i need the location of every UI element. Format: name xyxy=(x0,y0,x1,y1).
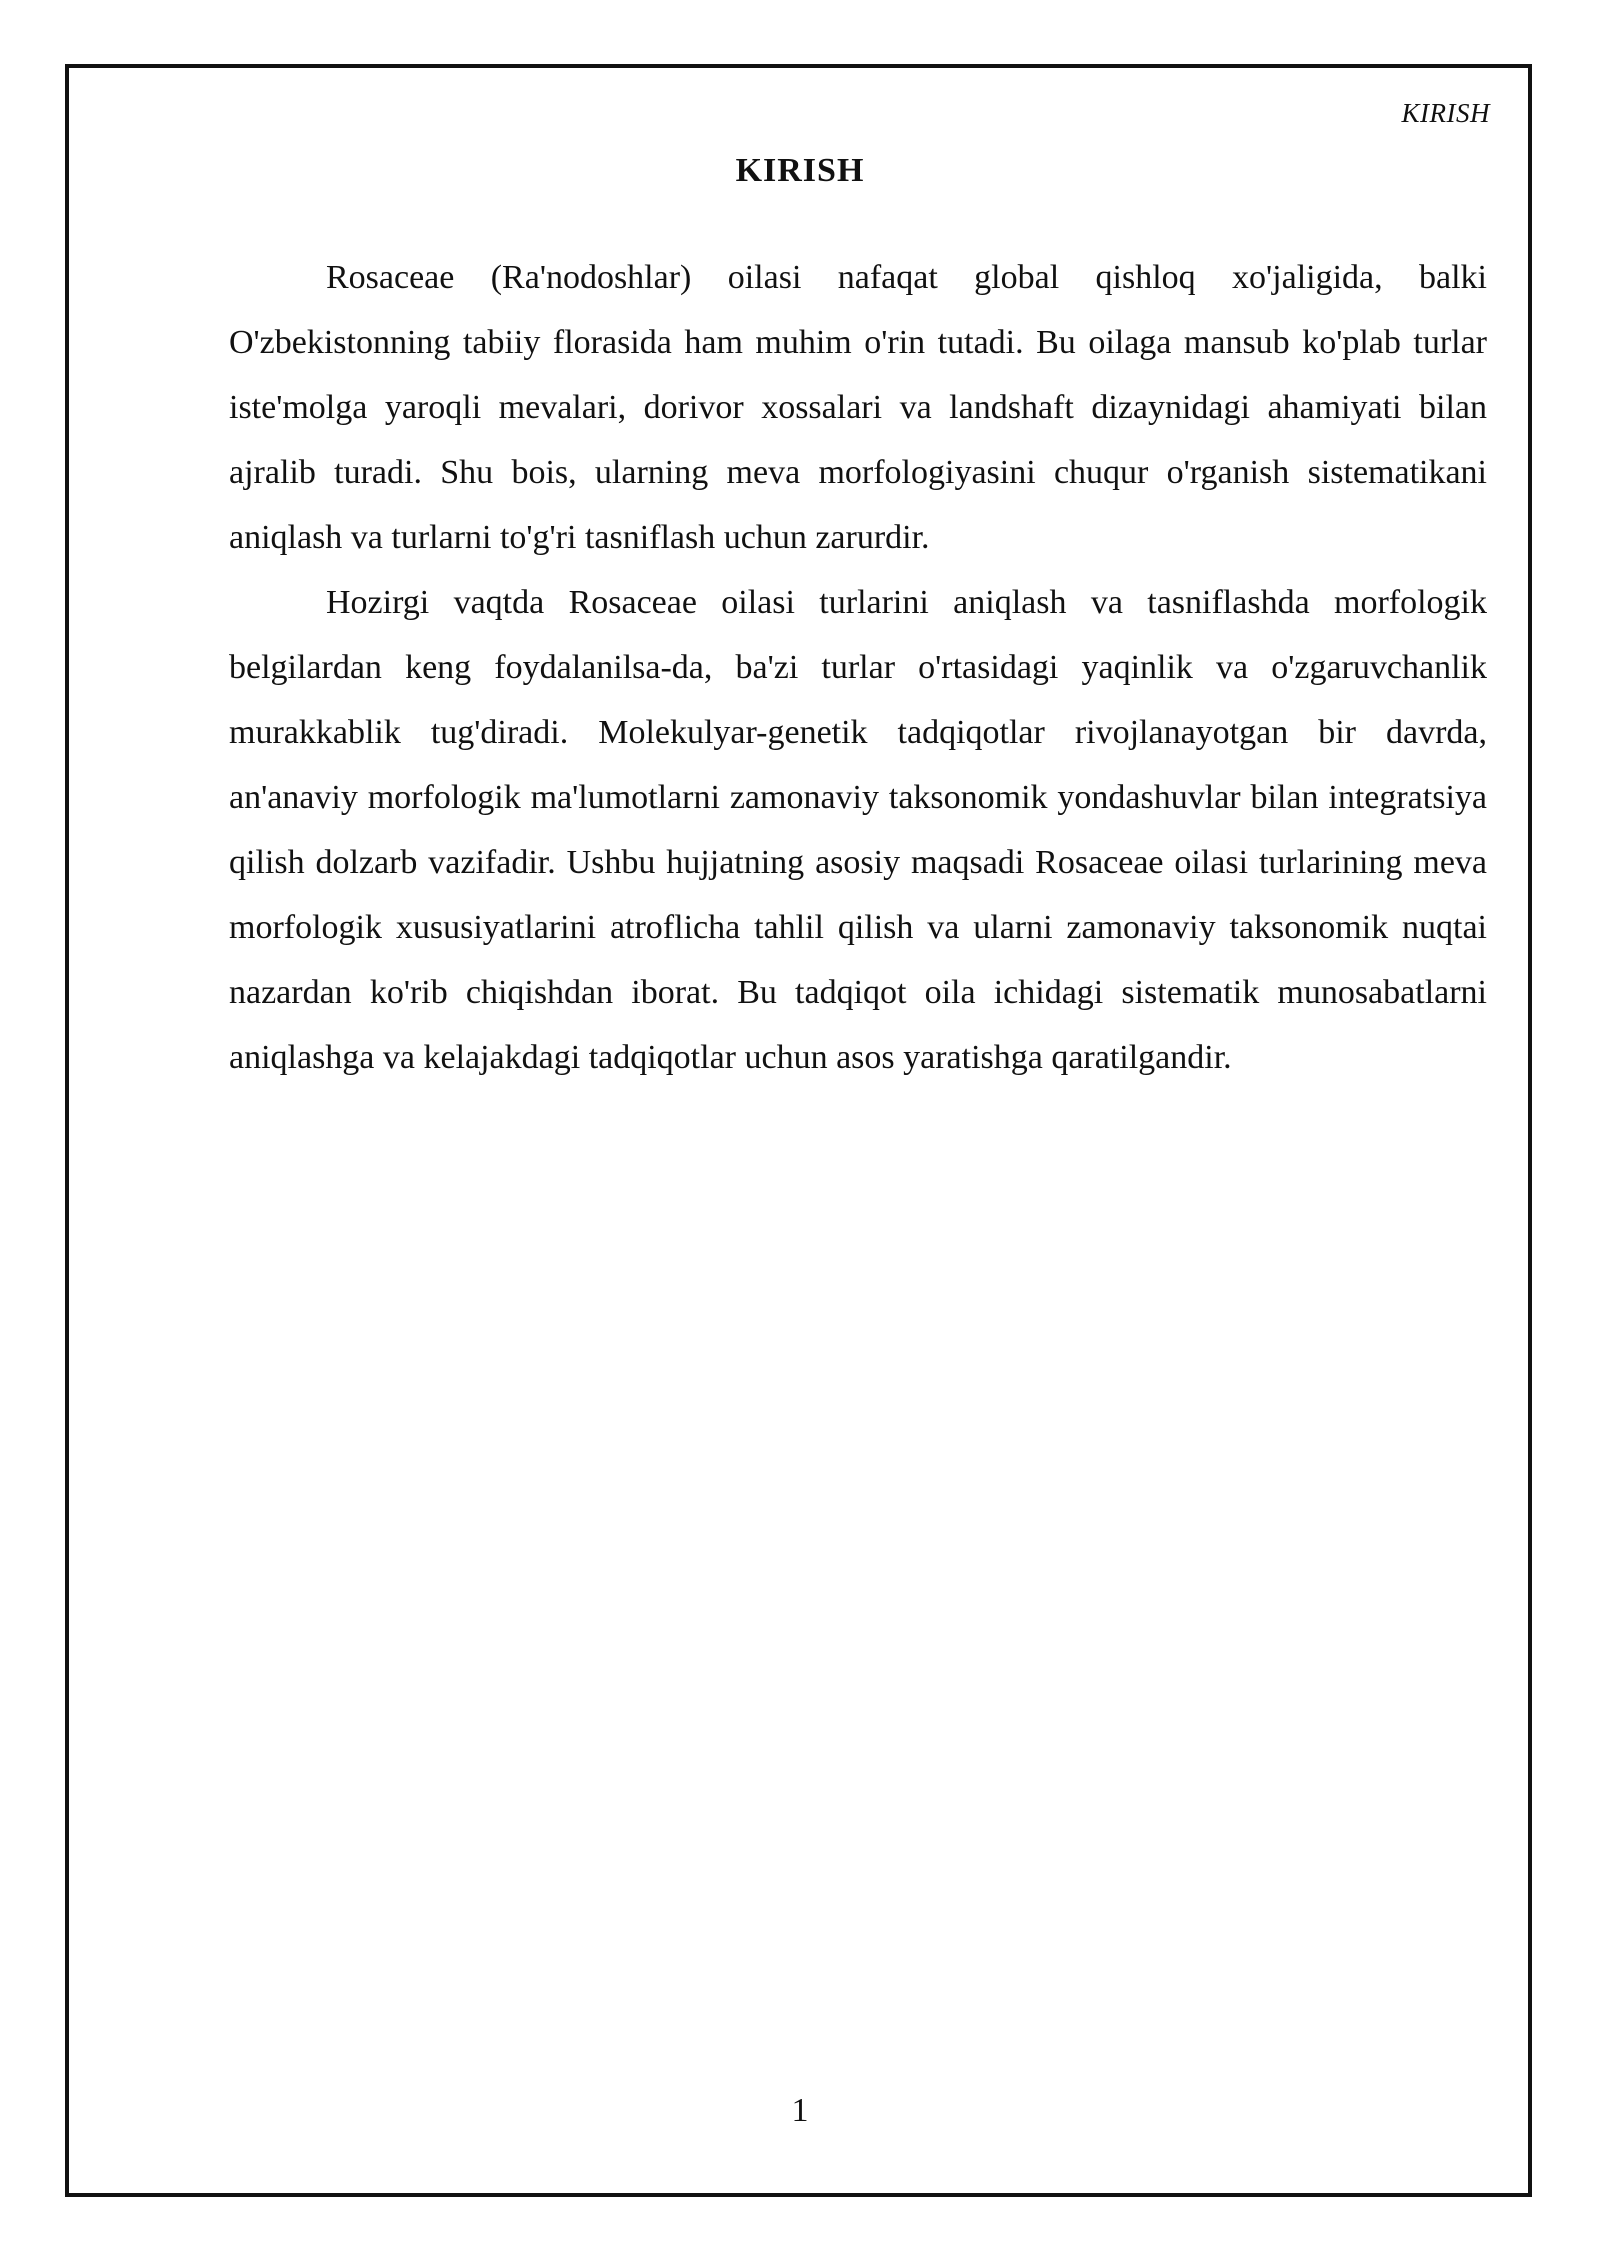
paragraph-1: Rosaceae (Ra'nodoshlar) oilasi nafaqat global qishloq xo'jaligida, balki O'zbekistonning tabiiy florasida ham muhim o'rin tutadi. Bu oilaga mansub ko'plab turlar iste'molga yaroqli mevalari, dorivor xossalari va landshaft dizaynidagi ahamiyati bilan ajralib turadi. Shu bois, ularning meva morfologiyasini chuqur o'rganish sistematikani aniqlash va turlarni to'g'ri tasniflash uchun zarurdir. xyxy=(229,259,1487,556)
page-number: 1 xyxy=(791,2092,809,2129)
running-header: KIRISH xyxy=(1401,98,1490,128)
section-title: KIRISH xyxy=(735,152,865,189)
body-text xyxy=(229,245,1487,1090)
paragraph-2: Hozirgi vaqtda Rosaceae oilasi turlarini aniqlash va tasniflashda morfologik belgilardan keng foydalanilsa-da, ba'zi turlar o'rtasidagi yaqinlik va o'zgaruvchanlik murakkablik tug'diradi. Molekulyar-genetik tadqiqotlar rivojlanayotgan bir davrda, an'anaviy morfologik ma'lumotlarni zamonaviy taksonomik yondashuvlar bilan integratsiya qilish dolzarb vazifadir. Ushbu hujjatning asosiy maqsadi Rosaceae oilasi turlarining meva morfologik xususiyatlarini atroflicha tahlil qilish va ularni zamonaviy taksonomik nuqtai nazardan ko'rib chiqishdan iborat. Bu tadqiqot oila ichidagi sistematik munosabatlarni aniqlashga va kelajakdagi tadqiqotlar uchun asos yaratishga qaratilgandir. xyxy=(229,584,1487,1076)
